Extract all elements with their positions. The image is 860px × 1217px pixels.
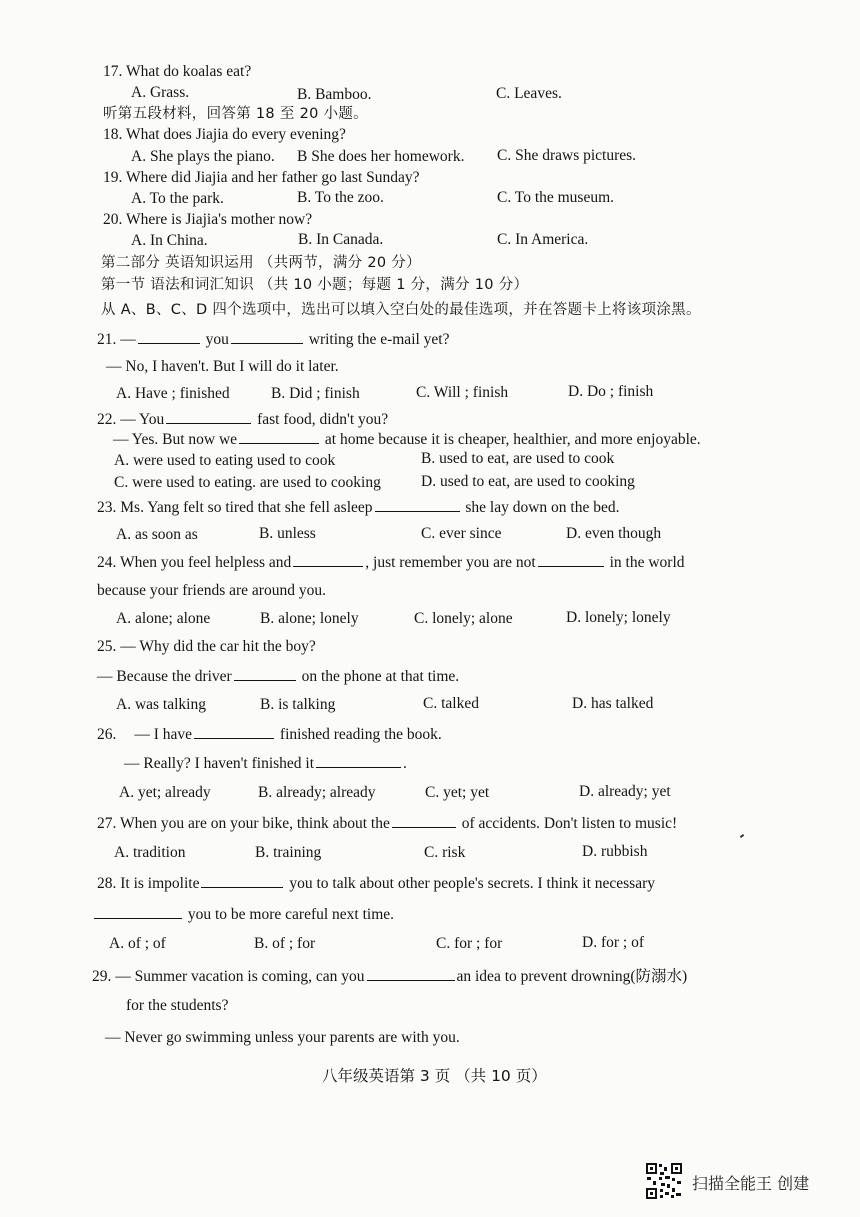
q26-reply: — Really? I haven't finished it . xyxy=(124,755,407,772)
q26-option-d: D. already; yet xyxy=(579,783,671,800)
q18-option-c: C. She draws pictures. xyxy=(497,147,637,164)
q21-option-a: A. Have ; finished xyxy=(116,385,230,402)
stray-mark xyxy=(740,834,744,838)
scanner-watermark: 扫描全能王 创建 xyxy=(692,1174,810,1193)
q27-stem: 27. When you are on your bike, think about the of accidents. Don't listen to music! xyxy=(97,815,678,832)
q23-option-d: D. even though xyxy=(566,525,662,542)
q19-stem: 19. Where did Jiajia and her father go last Sunday? xyxy=(103,169,420,186)
blank xyxy=(201,873,283,888)
q22-option-b: B. used to eat, are used to cook xyxy=(421,450,615,467)
q24-option-c: C. lonely; alone xyxy=(414,610,513,627)
blank xyxy=(166,409,251,424)
q23-stem: 23. Ms. Yang felt so tired that she fell asleep she lay down on the bed. xyxy=(97,499,620,516)
q25-option-d: D. has talked xyxy=(572,695,654,712)
q27-option-d: D. rubbish xyxy=(582,843,648,860)
q17-stem: 17. What do koalas eat? xyxy=(103,63,252,80)
q25-stem: 25. — Why did the car hit the boy? xyxy=(97,638,316,655)
q20-option-a: A. In China. xyxy=(131,232,208,249)
q20-option-c: C. In America. xyxy=(497,231,589,248)
q21-option-b: B. Did ; finish xyxy=(271,385,360,402)
q20-stem: 20. Where is Jiajia's mother now? xyxy=(103,211,313,228)
blank xyxy=(234,666,296,681)
blank xyxy=(194,724,274,739)
blank xyxy=(94,904,182,919)
section2-heading: 第二部分 英语知识运用 （共两节，满分 20 分） xyxy=(101,255,421,271)
q17-option-c: C. Leaves. xyxy=(496,85,562,102)
q24-option-d: D. lonely; lonely xyxy=(566,609,671,626)
blank xyxy=(375,497,460,512)
q22-reply: — Yes. But now we at home because it is cheaper, healthier, and more enjoyable. xyxy=(113,431,701,448)
q25-option-c: C. talked xyxy=(423,695,479,712)
q19-option-b: B. To the zoo. xyxy=(297,189,384,206)
q28-option-a: A. of ; of xyxy=(109,935,166,952)
blank xyxy=(392,813,456,828)
blank xyxy=(316,753,401,768)
blank xyxy=(538,552,604,567)
q21-stem: 21. — you writing the e-mail yet? xyxy=(97,331,450,348)
q24-stem: 24. When you feel helpless and , just remember you are not in the world xyxy=(97,554,685,571)
page-footer: 八年级英语第 3 页 （共 10 页） xyxy=(322,1067,547,1085)
qr-code-icon xyxy=(645,1162,683,1200)
q23-option-b: B. unless xyxy=(259,525,316,542)
q21-reply: — No, I haven't. But I will do it later. xyxy=(106,358,339,375)
q29-reply: — Never go swimming unless your parents are with you. xyxy=(105,1029,460,1046)
q18-option-b: B She does her homework. xyxy=(297,148,465,165)
q27-option-b: B. training xyxy=(255,844,322,861)
blank xyxy=(239,429,319,444)
q26-option-a: A. yet; already xyxy=(119,784,211,801)
q21-option-d: D. Do ; finish xyxy=(568,383,654,400)
part5-instruction: 听第五段材料，回答第 18 至 20 小题。 xyxy=(103,106,368,122)
blank xyxy=(138,329,200,344)
q26-option-c: C. yet; yet xyxy=(425,784,490,801)
q22-option-d: D. used to eat, are used to cooking xyxy=(421,473,635,490)
q24-option-b: B. alone; lonely xyxy=(260,610,359,627)
blank xyxy=(231,329,303,344)
q24-option-a: A. alone; alone xyxy=(116,610,211,627)
q21-option-c: C. Will ; finish xyxy=(416,384,509,401)
blank xyxy=(367,966,455,981)
q25-option-a: A. was talking xyxy=(116,696,206,713)
grammar-instruction: 从 A、B、C、D 四个选项中，选出可以填入空白处的最佳选项，并在答题卡上将该项涂黑。 xyxy=(101,302,701,318)
q26-stem: 26. — I have finished reading the book. xyxy=(97,726,442,743)
q25-option-b: B. is talking xyxy=(260,696,336,713)
q23-option-c: C. ever since xyxy=(421,525,502,542)
blank xyxy=(293,552,363,567)
q24-stem-line2: because your friends are around you. xyxy=(97,582,326,599)
q22-stem: 22. — You fast food, didn't you? xyxy=(97,411,389,428)
section2-1-heading: 第一节 语法和词汇知识 （共 10 小题；每题 1 分，满分 10 分） xyxy=(101,277,529,293)
q28-stem: 28. It is impolite you to talk about other people's secrets. I think it necessary xyxy=(97,875,655,892)
q29-stem: 29. — Summer vacation is coming, can you an idea to prevent drowning(防溺水) xyxy=(92,968,688,985)
q19-option-a: A. To the park. xyxy=(131,190,224,207)
q27-option-a: A. tradition xyxy=(114,844,186,861)
q20-option-b: B. In Canada. xyxy=(298,231,384,248)
q18-stem: 18. What does Jiajia do every evening? xyxy=(103,126,346,143)
q28-option-c: C. for ; for xyxy=(436,935,503,952)
q17-option-b: B. Bamboo. xyxy=(297,86,372,103)
q28-option-b: B. of ; for xyxy=(254,935,316,952)
q25-reply: — Because the driver on the phone at that time. xyxy=(97,668,460,685)
q26-option-b: B. already; already xyxy=(258,784,376,801)
q28-option-d: D. for ; of xyxy=(582,934,644,951)
q19-option-c: C. To the museum. xyxy=(497,189,615,206)
q22-option-a: A. were used to eating used to cook xyxy=(114,452,336,469)
q28-stem-line2: you to be more careful next time. xyxy=(92,904,394,925)
q23-option-a: A. as soon as xyxy=(116,526,198,543)
q17-option-a: A. Grass. xyxy=(131,84,190,101)
q29-stem-line2: for the students? xyxy=(126,997,229,1014)
q27-option-c: C. risk xyxy=(424,844,466,861)
q18-option-a: A. She plays the piano. xyxy=(131,148,275,165)
q22-option-c: C. were used to eating. are used to cooking xyxy=(114,474,381,491)
